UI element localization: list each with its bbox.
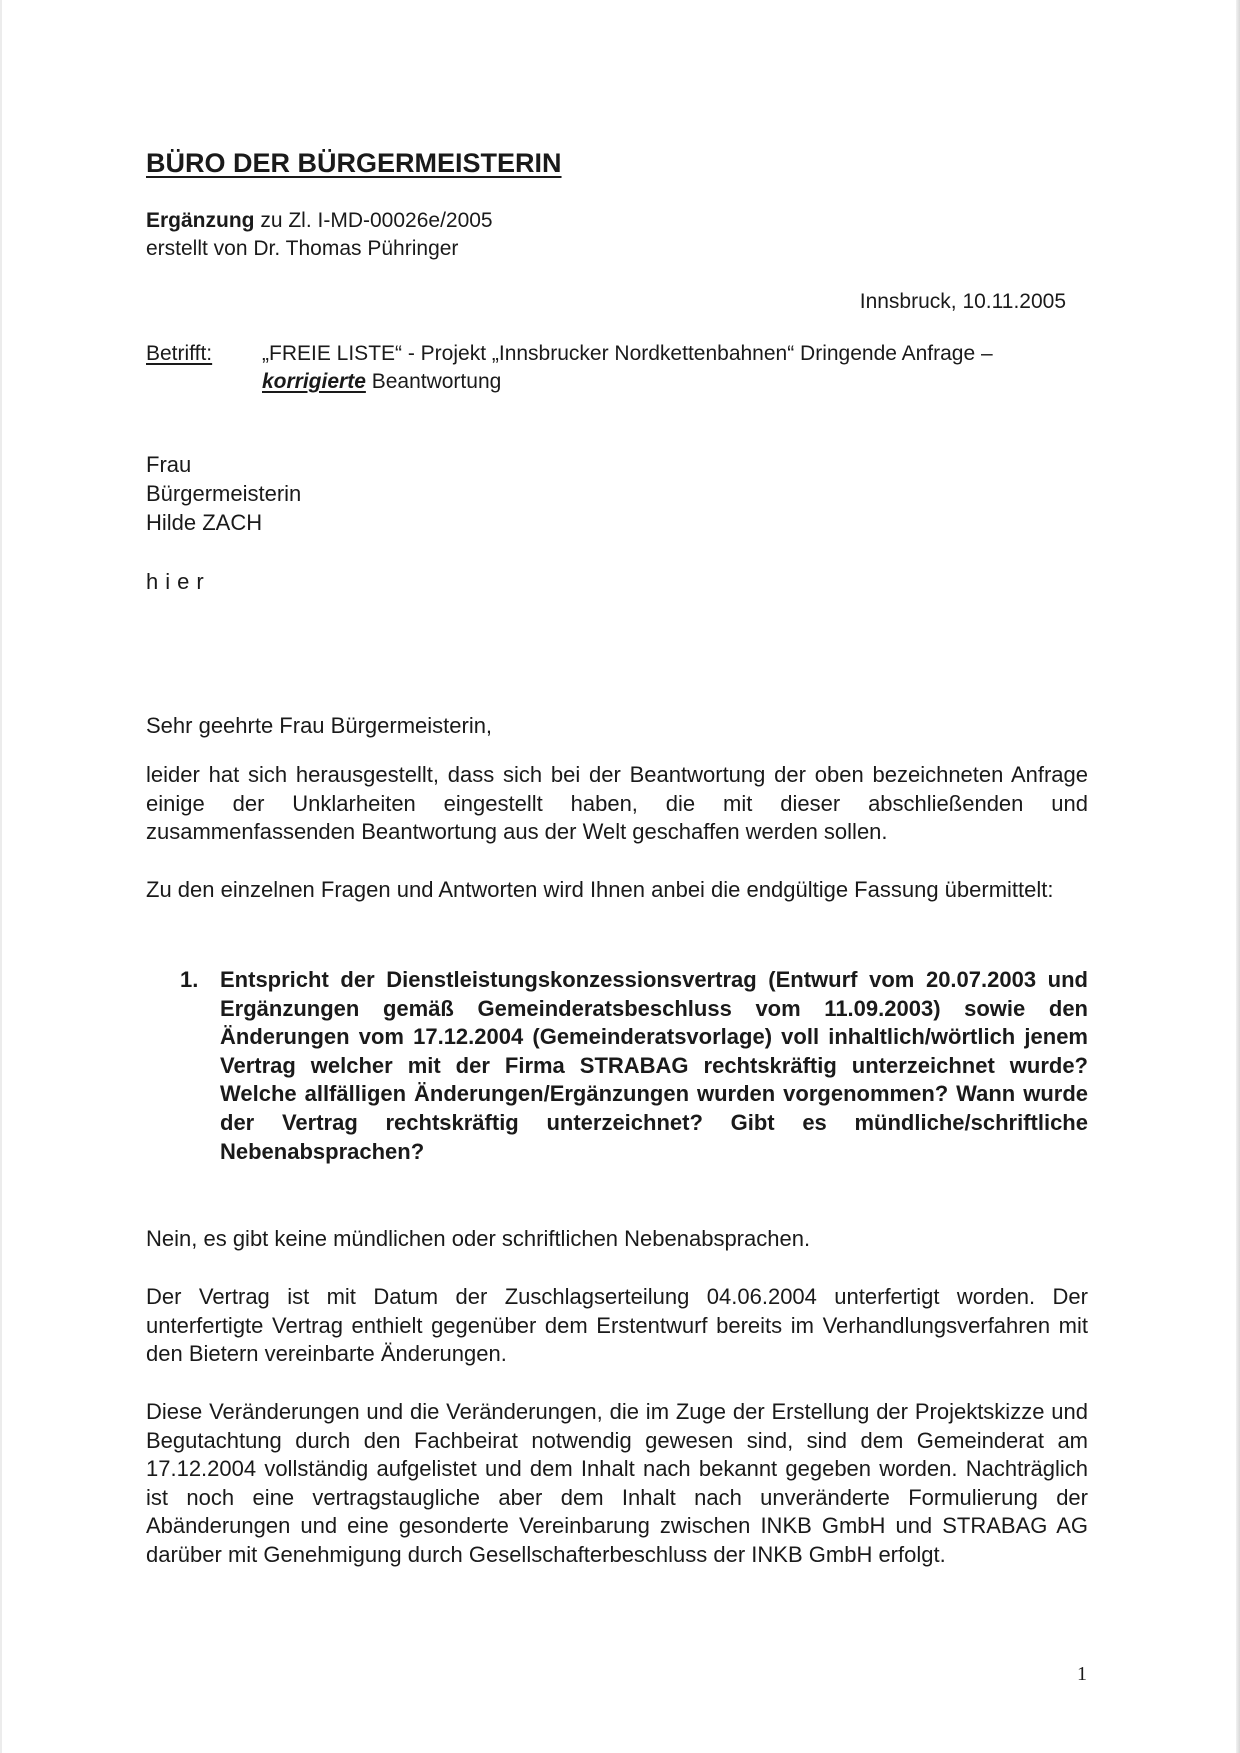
recipient-line-1: Frau [146, 452, 192, 477]
recipient-line-2: Bürgermeisterin [146, 481, 302, 506]
reference-number: zu Zl. I-MD-00026e/2005 [254, 209, 493, 232]
recipient-line-3: Hilde ZACH [146, 510, 263, 535]
question-1-number: 1. [180, 967, 199, 992]
office-title: BÜRO DER BÜRGERMEISTERIN [146, 148, 562, 178]
answer-2: Der Vertrag ist mit Datum der Zuschlagserteilung 04.06.2004 unterfertigt worden. Der unterfertigte Vertrag enthielt gegenüber dem Erstentwurf bereits im Verhandlungsverfahren mit den Bietern vereinbarte Änderungen. [146, 1284, 1088, 1366]
page-number: 1 [1077, 1663, 1087, 1685]
place-date: Innsbruck, 10.11.2005 [859, 290, 1066, 313]
scan-edge-left [0, 0, 2, 1753]
scan-edge-right [1236, 0, 1240, 1753]
paragraph-intro: leider hat sich herausgestellt, dass sich bei der Beantwortung der oben bezeichneten Anfrage einige der Unklarheiten eingestellt haben, die mit dieser abschließenden und zusammenfassenden Beantwortung aus der Welt geschaffen werden sollen. [146, 762, 1088, 844]
subject-emphasis: korrigierte [262, 370, 366, 393]
recipient-local: hier [146, 569, 211, 594]
subject-label: Betrifft: [146, 342, 213, 365]
subject-line-2 [262, 368, 1082, 396]
salutation: Sehr geehrte Frau Bürgermeisterin, [146, 713, 493, 738]
reference-bold: Ergänzung [146, 209, 255, 232]
reference-line [146, 207, 493, 235]
author-line: erstellt von Dr. Thomas Pühringer [146, 237, 459, 260]
paragraph-transmittal: Zu den einzelnen Fragen und Antworten wird Ihnen anbei die endgültige Fassung übermittelt: [146, 877, 1054, 902]
recipient-address [146, 450, 301, 537]
reference-block [146, 207, 493, 263]
answer-1: Nein, es gibt keine mündlichen oder schriftlichen Nebenabsprachen. [146, 1226, 811, 1251]
subject-text [262, 340, 1082, 396]
subject-line-2-rest: Beantwortung [365, 370, 502, 393]
subject-line-1: „FREIE LISTE“ - Projekt „Innsbrucker Nordkettenbahnen“ Dringende Anfrage – [262, 342, 993, 365]
answer-3: Diese Veränderungen und die Veränderungen, die im Zuge der Erstellung der Projektskizze und Begutachtung durch den Fachbeirat notwendig gewesen sind, sind dem Gemeinderat am 17.12.2004 vollständig aufgelistet und dem Inhalt nach bekannt gegeben worden. Nachträglich ist noch eine vertragstaugliche aber dem Inhalt nach unveränderte Formulierung der Abänderungen und eine gesonderte Vereinbarung zwischen INKB GmbH und STRABAG AG darüber mit Genehmigung durch Gesellschafterbeschluss der INKB GmbH erfolgt. [146, 1399, 1088, 1567]
question-1-text: Entspricht der Dienstleistungskonzessionsvertrag (Entwurf vom 20.07.2003 und Ergänzungen gemäß Gemeinderatsbeschluss vom 11.09.2003) sowie den Änderungen vom 17.12.2004 (Gemeinderatsvorlage) voll inhaltlich/wörtlich jenem Vertrag welcher mit der Firma STRABAG rechtskräftig unterzeichnet wurde? Welche allfälligen Änderungen/Ergänzungen wurden vorgenommen? Wann wurde der Vertrag rechtskräftig unterzeichnet? Gibt es mündliche/schriftliche Nebenabsprachen? [220, 967, 1088, 1164]
